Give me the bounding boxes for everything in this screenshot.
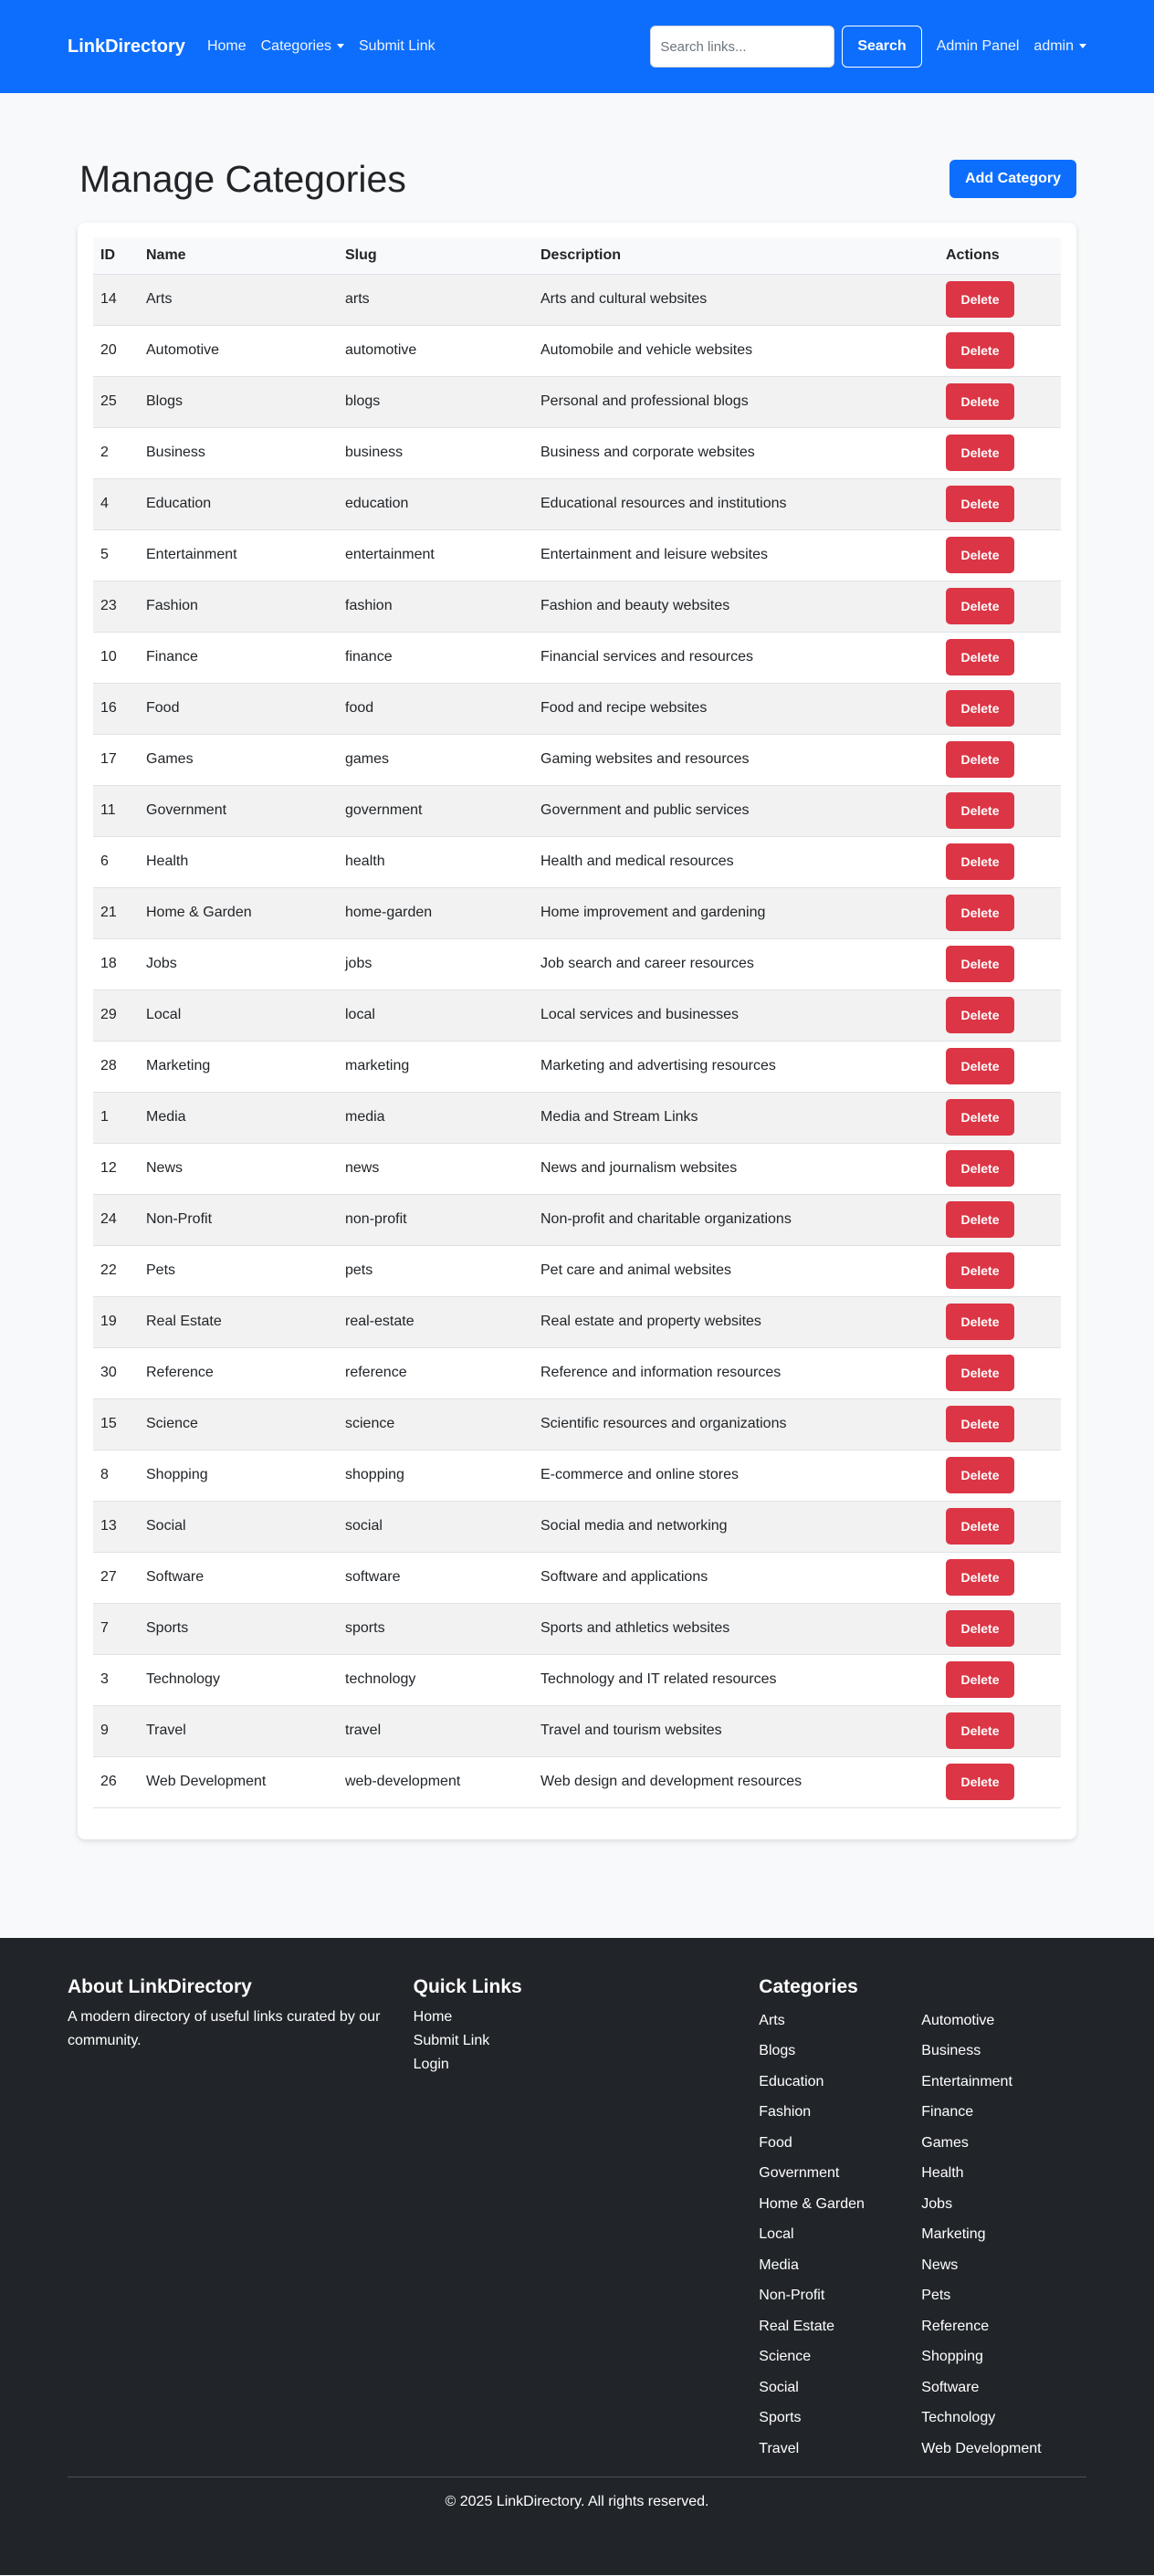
cell-actions (939, 836, 1061, 887)
cell-id: 12 (100, 1160, 117, 1176)
table-row (93, 632, 1061, 683)
cell-slug: media (345, 1109, 385, 1125)
delete-button[interactable]: Delete (946, 1559, 1014, 1596)
delete-button[interactable]: Delete (946, 1610, 1014, 1647)
delete-button[interactable]: Delete (946, 1406, 1014, 1442)
delete-button[interactable]: Delete (946, 1355, 1014, 1391)
cell-id: 18 (100, 956, 117, 971)
admin-panel-link[interactable]: Admin Panel (936, 38, 1020, 54)
cell-description: Real estate and property websites (540, 1314, 761, 1329)
footer-category-link[interactable]: Media (759, 2257, 799, 2273)
cell-description: Non-profit and charitable organizations (540, 1211, 792, 1227)
footer-category-link[interactable]: Government (759, 2165, 840, 2181)
cell-description: Personal and professional blogs (540, 393, 749, 409)
footer-category-link[interactable]: Marketing (921, 2226, 986, 2242)
search-button[interactable]: Search (842, 26, 921, 68)
delete-button[interactable]: Delete (946, 895, 1014, 931)
cell-description: Travel and tourism websites (540, 1723, 722, 1738)
nav-categories-label: Categories (260, 38, 331, 54)
footer-about (68, 1976, 414, 2465)
footer-category-link[interactable]: Business (921, 2043, 981, 2058)
delete-button[interactable]: Delete (946, 1150, 1014, 1187)
cell-name: Science (146, 1416, 198, 1431)
table-row (93, 1705, 1061, 1756)
cell-actions (939, 785, 1061, 836)
footer-category-link[interactable]: Non-Profit (759, 2288, 825, 2303)
cell-actions (939, 1603, 1061, 1654)
user-name: admin (1033, 38, 1074, 54)
navbar (0, 0, 1154, 93)
cell-slug: sports (345, 1620, 385, 1636)
cell-slug: education (345, 496, 409, 511)
cell-name: Fashion (146, 598, 198, 613)
table-row (93, 734, 1061, 785)
cell-name: Entertainment (146, 547, 237, 562)
cell-description: Health and medical resources (540, 853, 734, 869)
cell-slug: automotive (345, 342, 417, 358)
cell-slug: health (345, 853, 385, 869)
footer-category-link[interactable]: Travel (759, 2440, 800, 2456)
footer-category-link[interactable]: Jobs (921, 2195, 953, 2212)
table-row (93, 1654, 1061, 1705)
cell-description: Food and recipe websites (540, 700, 708, 716)
table-row (93, 836, 1061, 887)
cell-description: Home improvement and gardening (540, 905, 766, 920)
cell-id: 3 (100, 1671, 109, 1687)
footer-category-link[interactable]: Web Development (921, 2440, 1042, 2456)
cell-slug: real-estate (345, 1314, 414, 1329)
table-row (93, 581, 1061, 632)
delete-button[interactable]: Delete (946, 1457, 1014, 1493)
cell-name: Jobs (146, 956, 177, 971)
quick-links-list (414, 2005, 760, 2077)
table-row (93, 1041, 1061, 1092)
table-body (93, 274, 1061, 1807)
cell-name: Local (146, 1007, 182, 1022)
cell-id: 5 (100, 547, 109, 562)
cell-id: 7 (100, 1620, 109, 1636)
table-row (93, 1245, 1061, 1296)
header-id: ID (100, 246, 115, 263)
footer-about-title: About LinkDirectory (68, 1975, 252, 1997)
footer-category-link[interactable]: News (921, 2257, 959, 2273)
cell-actions (939, 1756, 1061, 1807)
footer-category-link[interactable]: Finance (921, 2104, 974, 2120)
delete-button[interactable]: Delete (946, 946, 1014, 982)
cell-actions (939, 529, 1061, 581)
footer-category-link[interactable]: Arts (759, 2012, 785, 2028)
delete-button[interactable]: Delete (946, 1252, 1014, 1289)
cell-actions (939, 1143, 1061, 1194)
page-title: Manage Categories (79, 158, 406, 200)
cell-description: Technology and IT related resources (540, 1671, 777, 1687)
cell-name: Games (146, 751, 194, 767)
footer-category-link[interactable]: Shopping (921, 2349, 983, 2364)
add-category-button[interactable]: Add Category (949, 160, 1076, 198)
table-row (93, 990, 1061, 1041)
cell-actions (939, 887, 1061, 938)
cell-id: 9 (100, 1723, 109, 1738)
delete-button[interactable]: Delete (946, 435, 1014, 471)
cell-description: Financial services and resources (540, 649, 753, 665)
cell-description: Software and applications (540, 1569, 708, 1585)
footer-category-link[interactable]: Technology (921, 2410, 996, 2425)
cell-description: Educational resources and institutions (540, 496, 787, 511)
cell-name: Automotive (146, 342, 220, 358)
table-header-row (93, 237, 1061, 274)
table-row (93, 1756, 1061, 1807)
cell-actions (939, 1450, 1061, 1501)
footer-category-link[interactable]: Blogs (759, 2043, 796, 2058)
table-row (93, 325, 1061, 376)
cell-slug: finance (345, 649, 393, 665)
cell-slug: entertainment (345, 547, 435, 562)
cell-description: Government and public services (540, 802, 750, 818)
cell-slug: travel (345, 1723, 382, 1738)
cell-slug: pets (345, 1262, 373, 1278)
cell-id: 14 (100, 291, 117, 307)
cell-id: 19 (100, 1314, 117, 1329)
footer-category-link[interactable]: Education (759, 2073, 824, 2089)
cell-name: Education (146, 496, 212, 511)
footer-category-link[interactable]: Entertainment (921, 2073, 1012, 2089)
cell-name: Business (146, 445, 205, 460)
cell-actions (939, 734, 1061, 785)
cell-description: Local services and businesses (540, 1007, 740, 1022)
cell-id: 4 (100, 496, 109, 511)
cell-description: Gaming websites and resources (540, 751, 750, 767)
cell-description: Job search and career resources (540, 956, 754, 971)
cell-description: Business and corporate websites (540, 445, 755, 460)
cell-name: Technology (146, 1671, 220, 1687)
delete-button[interactable]: Delete (946, 741, 1014, 778)
cell-actions (939, 683, 1061, 734)
footer-columns (68, 1976, 1086, 2465)
cell-name: Travel (146, 1723, 186, 1738)
cell-description: Sports and athletics websites (540, 1620, 730, 1636)
cell-id: 29 (100, 1007, 117, 1022)
cell-id: 25 (100, 393, 117, 409)
footer-category-link[interactable]: Health (921, 2165, 964, 2181)
cell-name: News (146, 1160, 184, 1176)
cell-actions (939, 1296, 1061, 1347)
delete-button[interactable]: Delete (946, 843, 1014, 880)
footer-category-link[interactable]: Local (759, 2226, 794, 2242)
delete-button[interactable]: Delete (946, 1304, 1014, 1340)
footer-category-link[interactable]: Fashion (759, 2104, 812, 2120)
cell-description: Scientific resources and organizations (540, 1416, 787, 1431)
cell-description: Fashion and beauty websites (540, 598, 730, 613)
footer-category-link[interactable]: Science (759, 2349, 812, 2364)
user-menu-dropdown[interactable] (1033, 38, 1086, 55)
cell-id: 17 (100, 751, 117, 767)
footer-categories (759, 1976, 1086, 2465)
table-row (93, 1552, 1061, 1603)
delete-button[interactable]: Delete (946, 588, 1014, 624)
copyright-text: © 2025 LinkDirectory. All rights reserved. (445, 2494, 709, 2509)
cell-actions (939, 632, 1061, 683)
delete-button[interactable]: Delete (946, 537, 1014, 573)
cell-actions (939, 1092, 1061, 1143)
table-row (93, 478, 1061, 529)
footer-category-link[interactable]: Reference (921, 2318, 990, 2334)
footer-quick-links-title: Quick Links (413, 1975, 522, 1997)
cell-id: 20 (100, 342, 117, 358)
footer-category-link[interactable]: Social (759, 2379, 799, 2395)
cell-slug: web-development (345, 1774, 461, 1789)
cell-slug: shopping (345, 1467, 404, 1482)
cell-id: 22 (100, 1262, 117, 1278)
cell-name: Health (146, 853, 189, 869)
header-actions: Actions (946, 246, 1000, 263)
cell-slug: social (345, 1518, 383, 1534)
cell-name: Software (146, 1569, 205, 1585)
header-name: Name (146, 246, 186, 263)
cell-description: Pet care and animal websites (540, 1262, 731, 1278)
cell-slug: reference (345, 1365, 407, 1380)
cell-slug: software (345, 1569, 401, 1585)
cell-actions (939, 478, 1061, 529)
cell-id: 11 (100, 802, 116, 818)
cell-id: 15 (100, 1416, 117, 1431)
cell-actions (939, 938, 1061, 990)
cell-slug: food (345, 700, 374, 716)
cell-actions (939, 376, 1061, 427)
table-row (93, 887, 1061, 938)
main-content (78, 93, 1076, 1938)
cell-slug: news (345, 1160, 380, 1176)
cell-name: Food (146, 700, 180, 716)
page-header (78, 157, 1076, 201)
cell-name: Real Estate (146, 1314, 222, 1329)
cell-id: 2 (100, 445, 109, 460)
footer (0, 1938, 1154, 2575)
cell-slug: jobs (345, 956, 372, 971)
cell-name: Shopping (146, 1467, 208, 1482)
table-row (93, 1143, 1061, 1194)
table-row (93, 1501, 1061, 1552)
delete-button[interactable]: Delete (946, 1508, 1014, 1545)
delete-button[interactable]: Delete (946, 281, 1014, 318)
cell-description: Marketing and advertising resources (540, 1058, 776, 1073)
cell-slug: marketing (345, 1058, 410, 1073)
cell-actions (939, 990, 1061, 1041)
cell-id: 6 (100, 853, 109, 869)
cell-description: Arts and cultural websites (540, 291, 708, 307)
cell-actions (939, 1705, 1061, 1756)
categories-card (78, 223, 1076, 1839)
cell-actions (939, 1654, 1061, 1705)
brand-logo[interactable]: LinkDirectory (68, 36, 185, 57)
delete-button[interactable]: Delete (946, 1099, 1014, 1136)
footer-category-link[interactable]: Sports (759, 2410, 802, 2425)
table-row (93, 1398, 1061, 1450)
table-row (93, 683, 1061, 734)
table-row (93, 1296, 1061, 1347)
delete-button[interactable]: Delete (946, 1764, 1014, 1800)
cell-name: Finance (146, 649, 198, 665)
cell-id: 8 (100, 1467, 109, 1482)
footer-category-link[interactable]: Software (921, 2379, 980, 2395)
delete-button[interactable]: Delete (946, 639, 1014, 675)
table-row (93, 274, 1061, 325)
cell-actions (939, 1194, 1061, 1245)
cell-description: News and journalism websites (540, 1160, 738, 1176)
footer-quick-link[interactable]: Submit Link (413, 2032, 490, 2048)
table-row (93, 1603, 1061, 1654)
delete-button[interactable]: Delete (946, 1661, 1014, 1698)
cell-id: 21 (100, 905, 117, 920)
cell-id: 27 (100, 1569, 117, 1585)
table-row (93, 938, 1061, 990)
cell-slug: arts (345, 291, 370, 307)
cell-name: Home & Garden (146, 905, 252, 920)
footer-about-text: A modern directory of useful links curated by our community. (68, 2008, 381, 2048)
cell-name: Marketing (146, 1058, 211, 1073)
header-slug: Slug (345, 246, 377, 263)
cell-name: Blogs (146, 393, 184, 409)
footer-category-link[interactable]: Automotive (921, 2012, 995, 2028)
cell-slug: technology (345, 1671, 416, 1687)
footer-category-link[interactable]: Food (759, 2134, 792, 2151)
delete-button[interactable]: Delete (946, 1048, 1014, 1084)
cell-description: Entertainment and leisure websites (540, 547, 769, 562)
table-row (93, 376, 1061, 427)
delete-button[interactable]: Delete (946, 1201, 1014, 1238)
table-row (93, 1194, 1061, 1245)
cell-id: 16 (100, 700, 117, 716)
cell-name: Social (146, 1518, 186, 1534)
cell-id: 23 (100, 598, 117, 613)
footer-quick-link[interactable]: Home (413, 2008, 453, 2025)
cell-slug: blogs (345, 393, 381, 409)
cell-slug: government (345, 802, 423, 818)
cell-slug: science (345, 1416, 395, 1431)
cell-slug: business (345, 445, 404, 460)
cell-actions (939, 274, 1061, 325)
cell-actions (939, 325, 1061, 376)
cell-actions (939, 1041, 1061, 1092)
header-description: Description (540, 246, 622, 263)
cell-name: Web Development (146, 1774, 267, 1789)
cell-name: Non-Profit (146, 1211, 213, 1227)
nav-categories-dropdown[interactable] (261, 38, 344, 55)
table-row (93, 785, 1061, 836)
cell-name: Media (146, 1109, 186, 1125)
nav-submit-link[interactable]: Submit Link (359, 38, 435, 54)
cell-actions (939, 1552, 1061, 1603)
delete-button[interactable]: Delete (946, 792, 1014, 829)
cell-actions (939, 1501, 1061, 1552)
cell-name: Arts (146, 291, 173, 307)
cell-id: 24 (100, 1211, 117, 1227)
cell-id: 13 (100, 1518, 117, 1534)
chevron-down-icon (1079, 44, 1086, 48)
footer-categories-title: Categories (759, 1975, 858, 1997)
table-row (93, 427, 1061, 478)
cell-slug: fashion (345, 598, 393, 613)
cell-description: Web design and development resources (540, 1774, 803, 1789)
cell-id: 1 (100, 1109, 109, 1125)
cell-slug: local (345, 1007, 375, 1022)
cell-slug: non-profit (345, 1211, 407, 1227)
cell-id: 28 (100, 1058, 117, 1073)
cell-name: Government (146, 802, 227, 818)
cell-slug: games (345, 751, 390, 767)
delete-button[interactable]: Delete (946, 383, 1014, 420)
footer-categories-grid (759, 2005, 1086, 2465)
table-row (93, 529, 1061, 581)
delete-button[interactable]: Delete (946, 690, 1014, 727)
footer-category-link[interactable]: Real Estate (759, 2318, 834, 2334)
cell-name: Pets (146, 1262, 176, 1278)
cell-description: Social media and networking (540, 1518, 728, 1534)
cell-description: Media and Stream Links (540, 1109, 698, 1125)
cell-name: Reference (146, 1365, 214, 1380)
cell-description: Reference and information resources (540, 1365, 782, 1380)
footer-category-link[interactable]: Games (921, 2134, 969, 2151)
cell-description: E-commerce and online stores (540, 1467, 739, 1482)
delete-button[interactable]: Delete (946, 1712, 1014, 1749)
cell-id: 10 (100, 649, 117, 665)
delete-button[interactable]: Delete (946, 332, 1014, 369)
footer-category-link[interactable]: Pets (921, 2288, 951, 2303)
cell-id: 30 (100, 1365, 117, 1380)
footer-quick-link[interactable]: Login (413, 2056, 449, 2072)
cell-id: 26 (100, 1774, 117, 1789)
delete-button[interactable]: Delete (946, 486, 1014, 522)
chevron-down-icon (337, 44, 344, 48)
search-input[interactable] (650, 26, 834, 68)
table-row (93, 1092, 1061, 1143)
nav-home-link[interactable]: Home (206, 38, 247, 54)
cell-actions (939, 581, 1061, 632)
categories-table (93, 237, 1061, 1808)
cell-actions (939, 1245, 1061, 1296)
cell-name: Sports (146, 1620, 189, 1636)
table-row (93, 1347, 1061, 1398)
footer-category-link[interactable]: Home & Garden (759, 2195, 865, 2212)
cell-actions (939, 1347, 1061, 1398)
cell-description: Automobile and vehicle websites (540, 342, 753, 358)
delete-button[interactable]: Delete (946, 997, 1014, 1033)
table-row (93, 1450, 1061, 1501)
cell-slug: home-garden (345, 905, 433, 920)
cell-actions (939, 1398, 1061, 1450)
footer-quick-links (414, 1976, 760, 2465)
cell-actions (939, 427, 1061, 478)
